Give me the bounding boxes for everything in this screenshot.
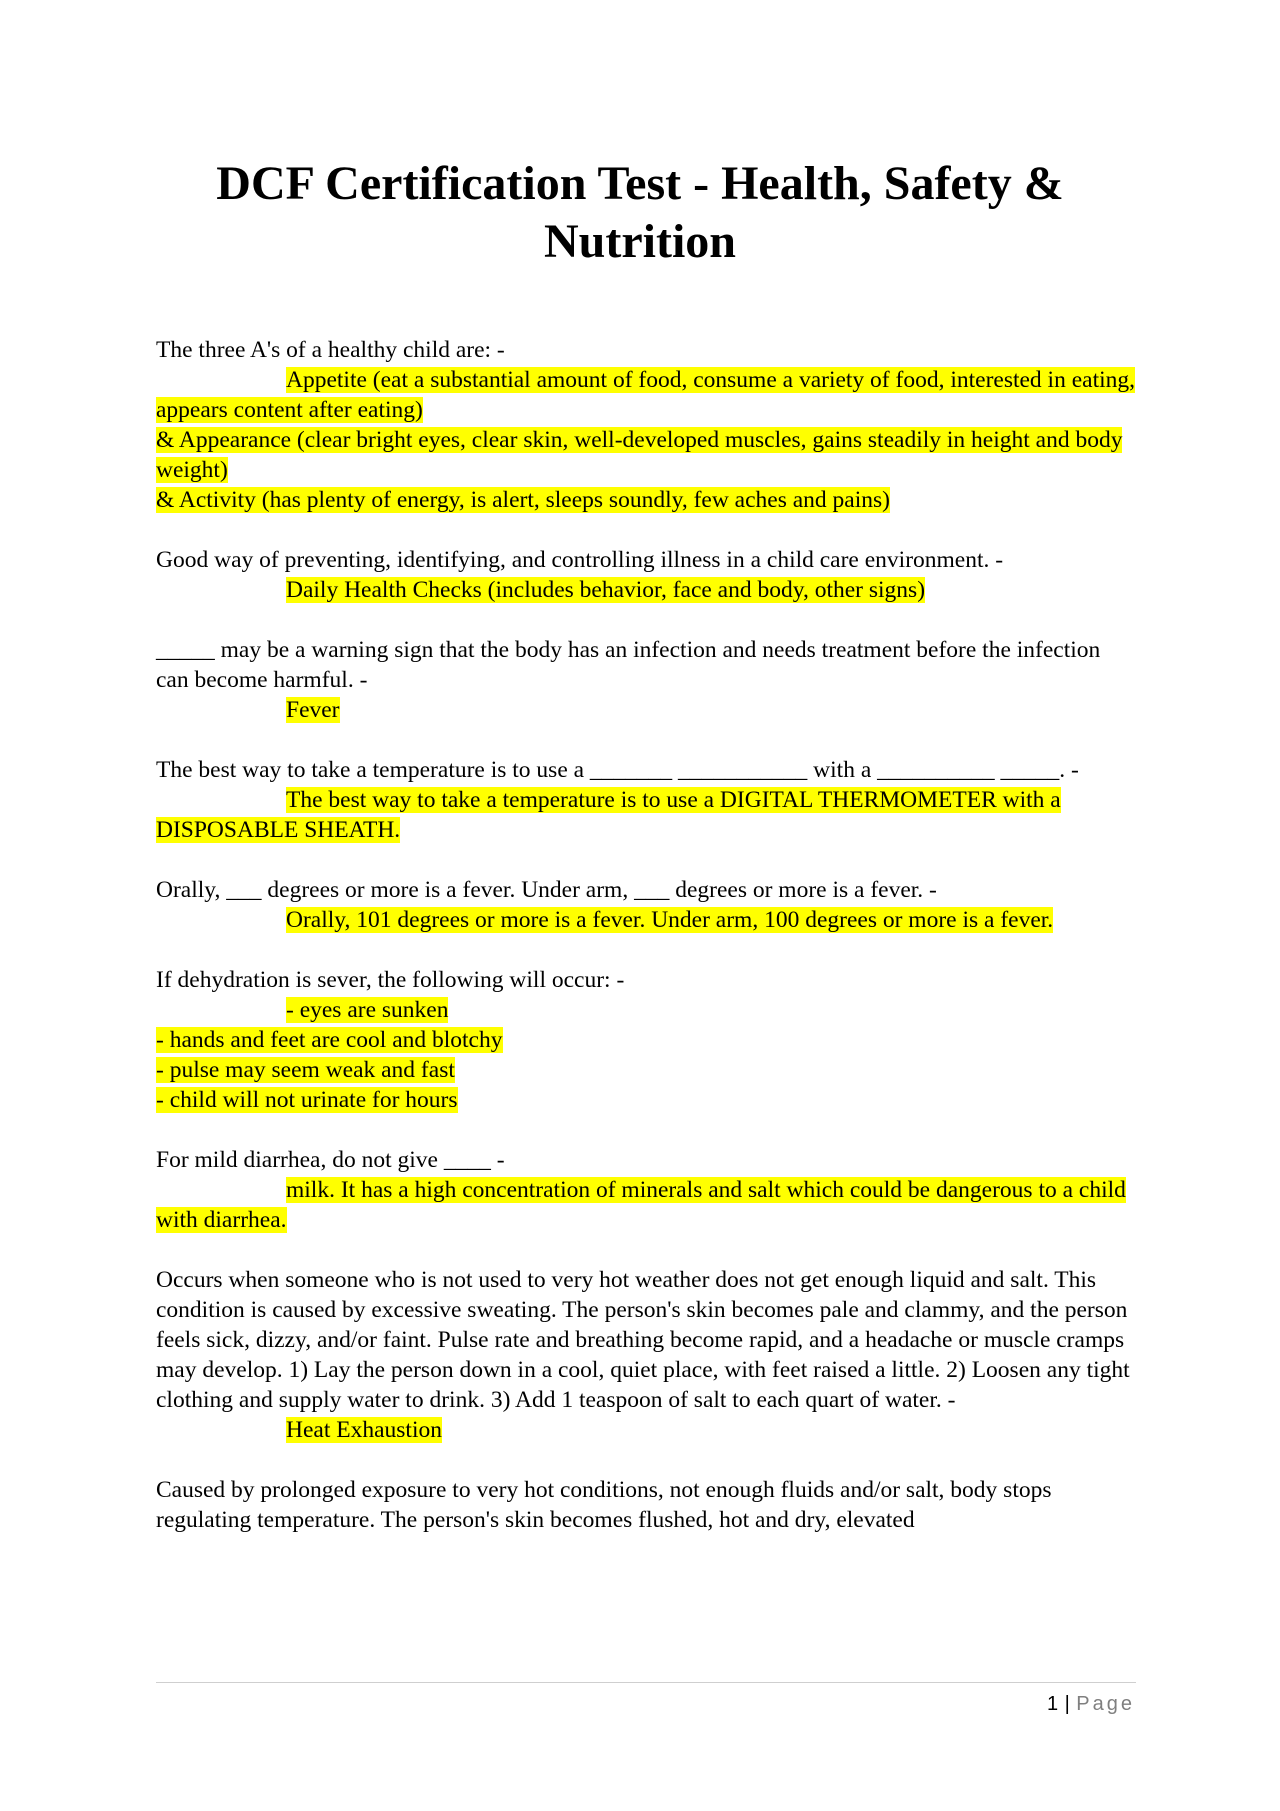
- answer-line: & Appearance (clear bright eyes, clear skin, well-developed muscles, gains steadily in height and body weight): [156, 427, 1123, 483]
- question-text: The three A's of a healthy child are: -: [156, 337, 505, 363]
- answer-text: [156, 1175, 1136, 1235]
- answer-text: [156, 1415, 1136, 1445]
- answer-line: - hands and feet are cool and blotchy: [156, 1027, 503, 1053]
- answer-text: [156, 365, 1136, 515]
- qa-item-fever: [156, 635, 1136, 725]
- qa-item-dehydration: [156, 965, 1136, 1115]
- qa-item-heat-exhaustion: [156, 1265, 1136, 1445]
- answer-line: milk. It has a high concentration of minerals and salt which could be dangerous to a child with diarrhea.: [156, 1177, 1126, 1233]
- answer-line: & Activity (has plenty of energy, is alert, sleeps soundly, few aches and pains): [156, 487, 890, 513]
- answer-text: [156, 695, 1136, 725]
- page-number: 1: [1046, 1693, 1059, 1715]
- question-text: Caused by prolonged exposure to very hot conditions, not enough fluids and/or salt, body stops regulating temperature. The person's skin becomes flushed, hot and dry, elevated: [156, 1477, 1052, 1533]
- answer-line: Orally, 101 degrees or more is a fever. Under arm, 100 degrees or more is a fever.: [286, 907, 1054, 933]
- qa-item-fever-degrees: [156, 875, 1136, 935]
- answer-text: [156, 995, 1136, 1115]
- answer-line: - child will not urinate for hours: [156, 1087, 458, 1113]
- qa-item-diarrhea: [156, 1145, 1136, 1235]
- footer-separator: |: [1064, 1693, 1071, 1715]
- answer-text: [156, 785, 1136, 845]
- question-text: Good way of preventing, identifying, and controlling illness in a child care environment. -: [156, 547, 1004, 573]
- footer-divider: [156, 1682, 1136, 1683]
- qa-item-three-as: [156, 335, 1136, 515]
- question-text: _____ may be a warning sign that the body has an infection and needs treatment before the infection can become harmful. -: [156, 637, 1101, 693]
- answer-line: Heat Exhaustion: [286, 1417, 442, 1443]
- qa-item-thermometer: [156, 755, 1136, 845]
- question-text: If dehydration is sever, the following will occur: -: [156, 967, 625, 993]
- answer-line: - eyes are sunken: [286, 997, 449, 1023]
- answer-line: The best way to take a temperature is to use a DIGITAL THERMOMETER with a DISPOSABLE SHEATH.: [156, 787, 1061, 843]
- answer-line: - pulse may seem weak and fast: [156, 1057, 455, 1083]
- question-text: Occurs when someone who is not used to very hot weather does not get enough liquid and salt. This condition is caused by excessive sweating. The person's skin becomes pale and clammy, and the person feels sick, dizzy, and/or faint. Pulse rate and breathing become rapid, and a headache or muscle cramps may develop. 1) Lay the person down in a cool, quiet place, with feet raised a little. 2) Loosen any tight clothing and supply water to drink. 3) Add 1 teaspoon of salt to each quart of water. -: [156, 1267, 1130, 1413]
- page-footer: [1047, 1693, 1135, 1716]
- qa-item-heat-stroke: [156, 1475, 1136, 1535]
- page-label: Page: [1076, 1693, 1135, 1715]
- question-text: For mild diarrhea, do not give ____ -: [156, 1147, 505, 1173]
- answer-text: [156, 905, 1136, 935]
- answer-line: Daily Health Checks (includes behavior, face and body, other signs): [286, 577, 926, 603]
- answer-line: Fever: [286, 697, 340, 723]
- question-text: Orally, ___ degrees or more is a fever. Under arm, ___ degrees or more is a fever. -: [156, 877, 937, 903]
- question-text: The best way to take a temperature is to use a _______ ___________ with a __________ _____. -: [156, 757, 1079, 783]
- qa-item-daily-health-checks: [156, 545, 1136, 605]
- document-title: DCF Certification Test - Health, Safety & Nutrition: [216, 157, 1064, 268]
- document-body: [156, 335, 1136, 1565]
- answer-text: [156, 575, 1136, 605]
- answer-line: Appetite (eat a substantial amount of food, consume a variety of food, interested in eating, appears content after eating): [156, 367, 1136, 423]
